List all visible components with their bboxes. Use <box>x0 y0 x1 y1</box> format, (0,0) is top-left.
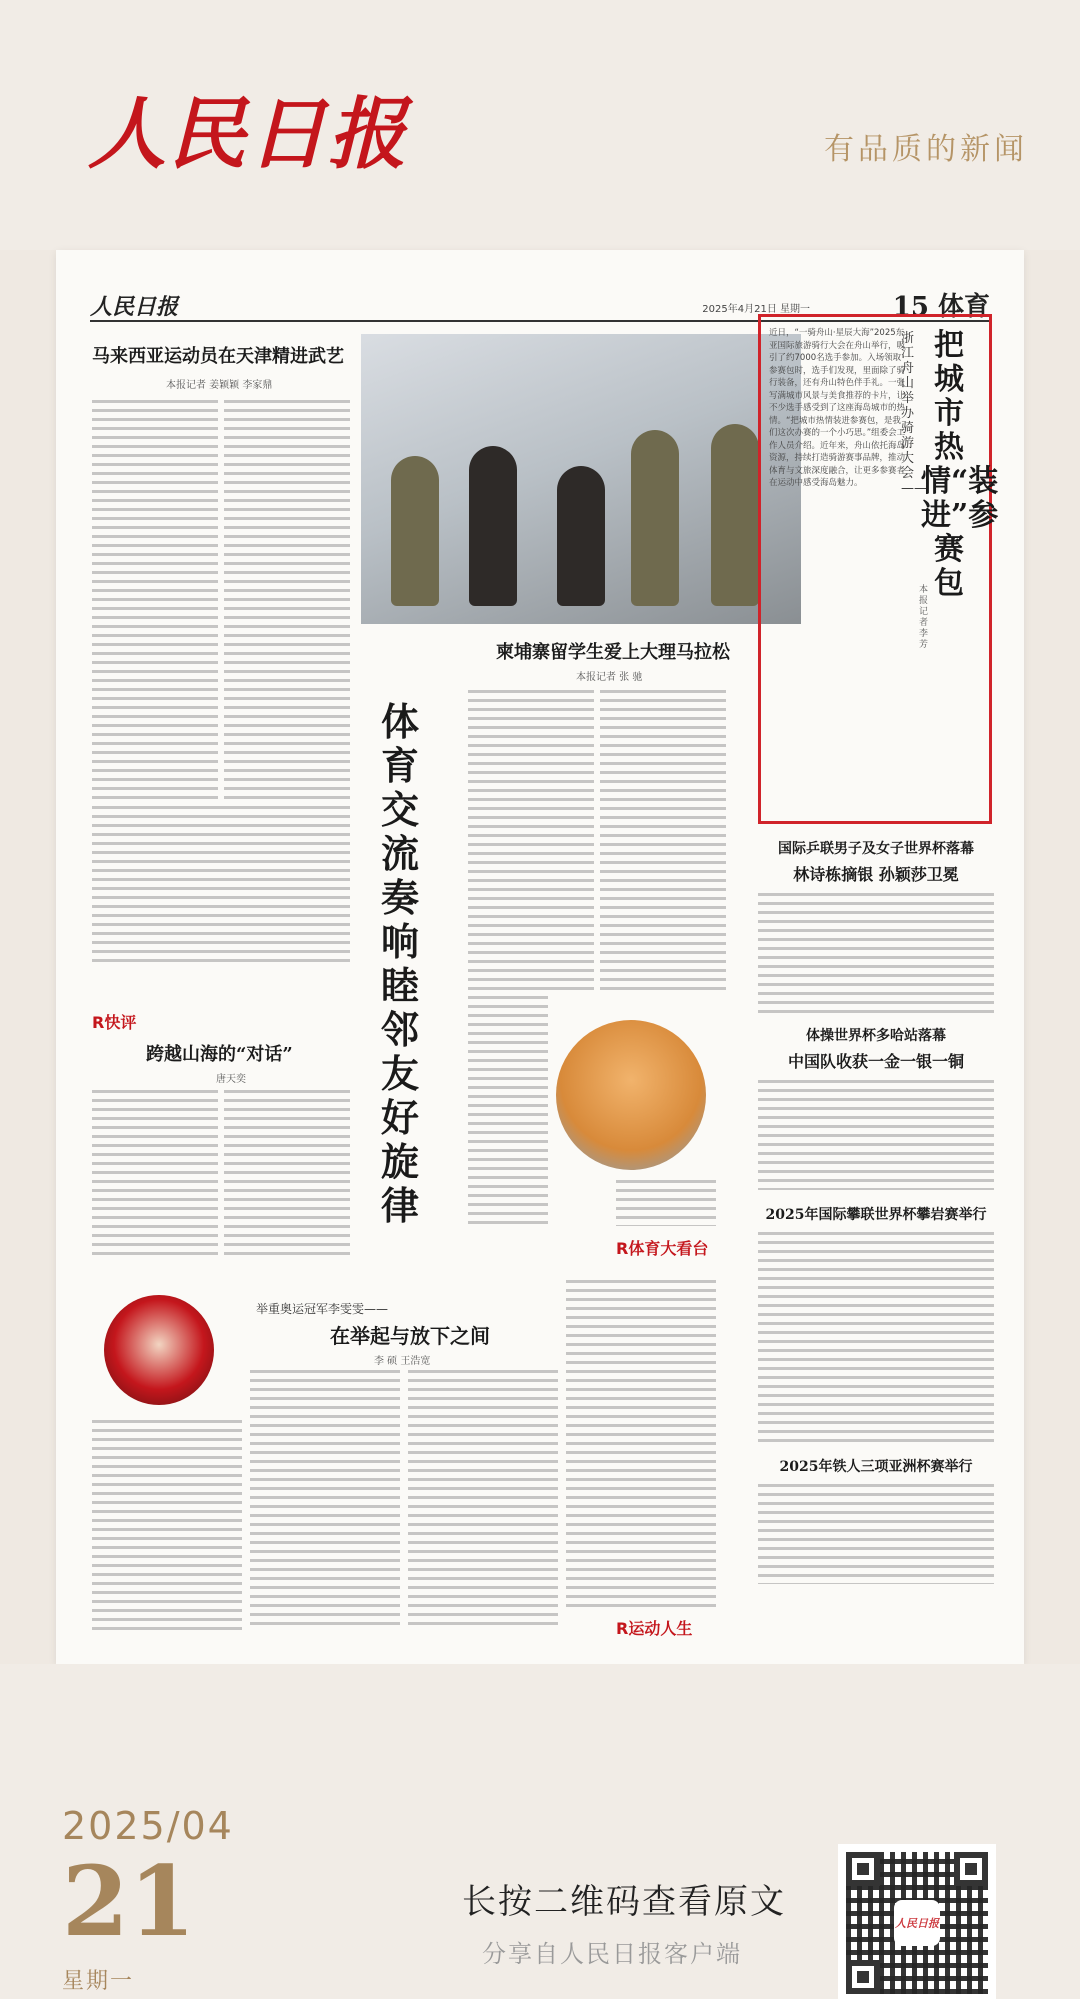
brief-body-pingpong <box>758 893 994 1013</box>
marathon-photo <box>556 1020 706 1170</box>
footer-weekday: 星期一 <box>62 1969 135 1994</box>
footer-day: 21 <box>62 1845 196 1958</box>
martial-arts-photo <box>361 334 801 624</box>
qr-code[interactable] <box>838 1844 996 1999</box>
figure-shape <box>631 430 679 606</box>
people-daily-logo: 人民日报 <box>88 89 409 180</box>
slogan: 有品质的新闻 <box>824 132 1028 167</box>
weightlift-byline: 李 硕 王浩宽 <box>374 1356 431 1367</box>
app-header <box>0 0 1080 250</box>
highlight-byline: 本报记者 李 芳 <box>919 585 929 650</box>
masthead-date: 2025年4月21日 星期一 <box>702 304 810 315</box>
commentary-body-1 <box>92 1090 218 1260</box>
share-source: 分享自人民日报客户端 <box>482 1940 742 1968</box>
weightlift-body-2 <box>250 1370 400 1630</box>
article-body-malaysia-2 <box>224 400 350 800</box>
brief-title-gym: 体操世界杯多哈站落幕 <box>806 1028 946 1044</box>
article-body-cambodia-1 <box>468 690 594 990</box>
footer-year-month: 2025/04 <box>62 1804 234 1848</box>
weightlifter-photo <box>104 1295 214 1405</box>
newspaper-page[interactable] <box>56 250 1024 1664</box>
section-tag-kuaiping: R快评 <box>92 1013 137 1032</box>
section-tag-people: R运动人生 <box>616 1619 693 1638</box>
weightlift-title: 在举起与放下之间 <box>330 1324 490 1348</box>
section-label: 15 体育 <box>892 292 990 322</box>
main-headline: 体育交流奏响睦邻友好旋律 <box>380 699 419 1228</box>
weightlift-body-4 <box>566 1280 716 1610</box>
highlight-kicker: 浙江舟山举办骑游大会—— <box>901 331 927 496</box>
article-title-malaysia: 马来西亚运动员在天津精进武艺 <box>92 346 344 367</box>
weightlift-body-1 <box>92 1420 242 1630</box>
qr-logo: 人民日报 <box>894 1900 940 1946</box>
highlighted-article[interactable] <box>758 314 999 824</box>
commentary-title: 跨越山海的“对话” <box>146 1044 293 1065</box>
brief-title-pingpong: 国际乒联男子及女子世界杯落幕 <box>778 841 974 857</box>
commentary-byline: 唐天奕 <box>216 1074 246 1085</box>
qr-pattern <box>846 1852 988 1994</box>
brief-body-gym <box>758 1080 994 1190</box>
commentary-body-2 <box>224 1090 350 1260</box>
article-byline-malaysia: 本报记者 姜颖颖 李家鼎 <box>166 380 273 391</box>
article-body-cambodia-3 <box>468 996 548 1226</box>
highlight-headline: 把城市热情“装进”参赛包 <box>921 328 999 601</box>
weightlift-body-3 <box>408 1370 558 1630</box>
share-footer <box>0 1664 1080 1999</box>
qr-instruction: 长按二维码查看原文 <box>462 1882 786 1922</box>
figure-shape <box>557 466 605 606</box>
photo-caption <box>616 1180 716 1226</box>
brief-sub-pingpong: 林诗栋摘银 孙颖莎卫冕 <box>793 865 959 884</box>
masthead-logo: 人民日报 <box>90 294 179 320</box>
figure-shape <box>391 456 439 606</box>
weightlift-kicker: 举重奥运冠军李雯雯—— <box>256 1302 389 1316</box>
brief-title-tri: 2025年铁人三项亚洲杯赛举行 <box>779 1459 973 1475</box>
brief-sub-gym: 中国队收获一金一银一铜 <box>787 1052 964 1071</box>
article-body-malaysia-1 <box>92 400 218 800</box>
article-body-malaysia-3 <box>92 806 350 968</box>
brief-body-tri <box>758 1484 994 1584</box>
article-title-cambodia: 柬埔寨留学生爱上大理马拉松 <box>496 642 730 663</box>
qr-finder-icon <box>846 1960 880 1994</box>
brief-body-climb <box>758 1232 994 1442</box>
figure-shape <box>469 446 517 606</box>
qr-finder-icon <box>846 1852 880 1886</box>
figure-shape <box>711 424 759 606</box>
section-tag-kanban: R体育大看台 <box>616 1239 709 1258</box>
briefs-column <box>758 838 994 1584</box>
qr-finder-icon <box>954 1852 988 1886</box>
article-byline-cambodia: 本报记者 张 驰 <box>576 672 643 683</box>
highlight-body: 近日，“一骑舟山·星辰大海”2025东亚国际旅游骑行大会在舟山举行，吸引了约7000名选手参加。入场领取参赛包时，选手们发现，里面除了骑行装备，还有舟山特色伴手礼。一张写满城市风景与美食推荐的卡片，让不少选手感受到了这座海岛城市的热情。“把城市热情装进参赛包，是我们这次办赛的一个小巧思。”组委会工作人员介绍。近年来，舟山依托海岛资源，持续打造骑游赛事品牌，推动体育与文旅深度融合，让更多参赛者在运动中感受海岛魅力。 <box>769 328 906 488</box>
article-body-cambodia-2 <box>600 690 726 990</box>
brief-title-climb: 2025年国际攀联世界杯攀岩赛举行 <box>765 1207 987 1223</box>
